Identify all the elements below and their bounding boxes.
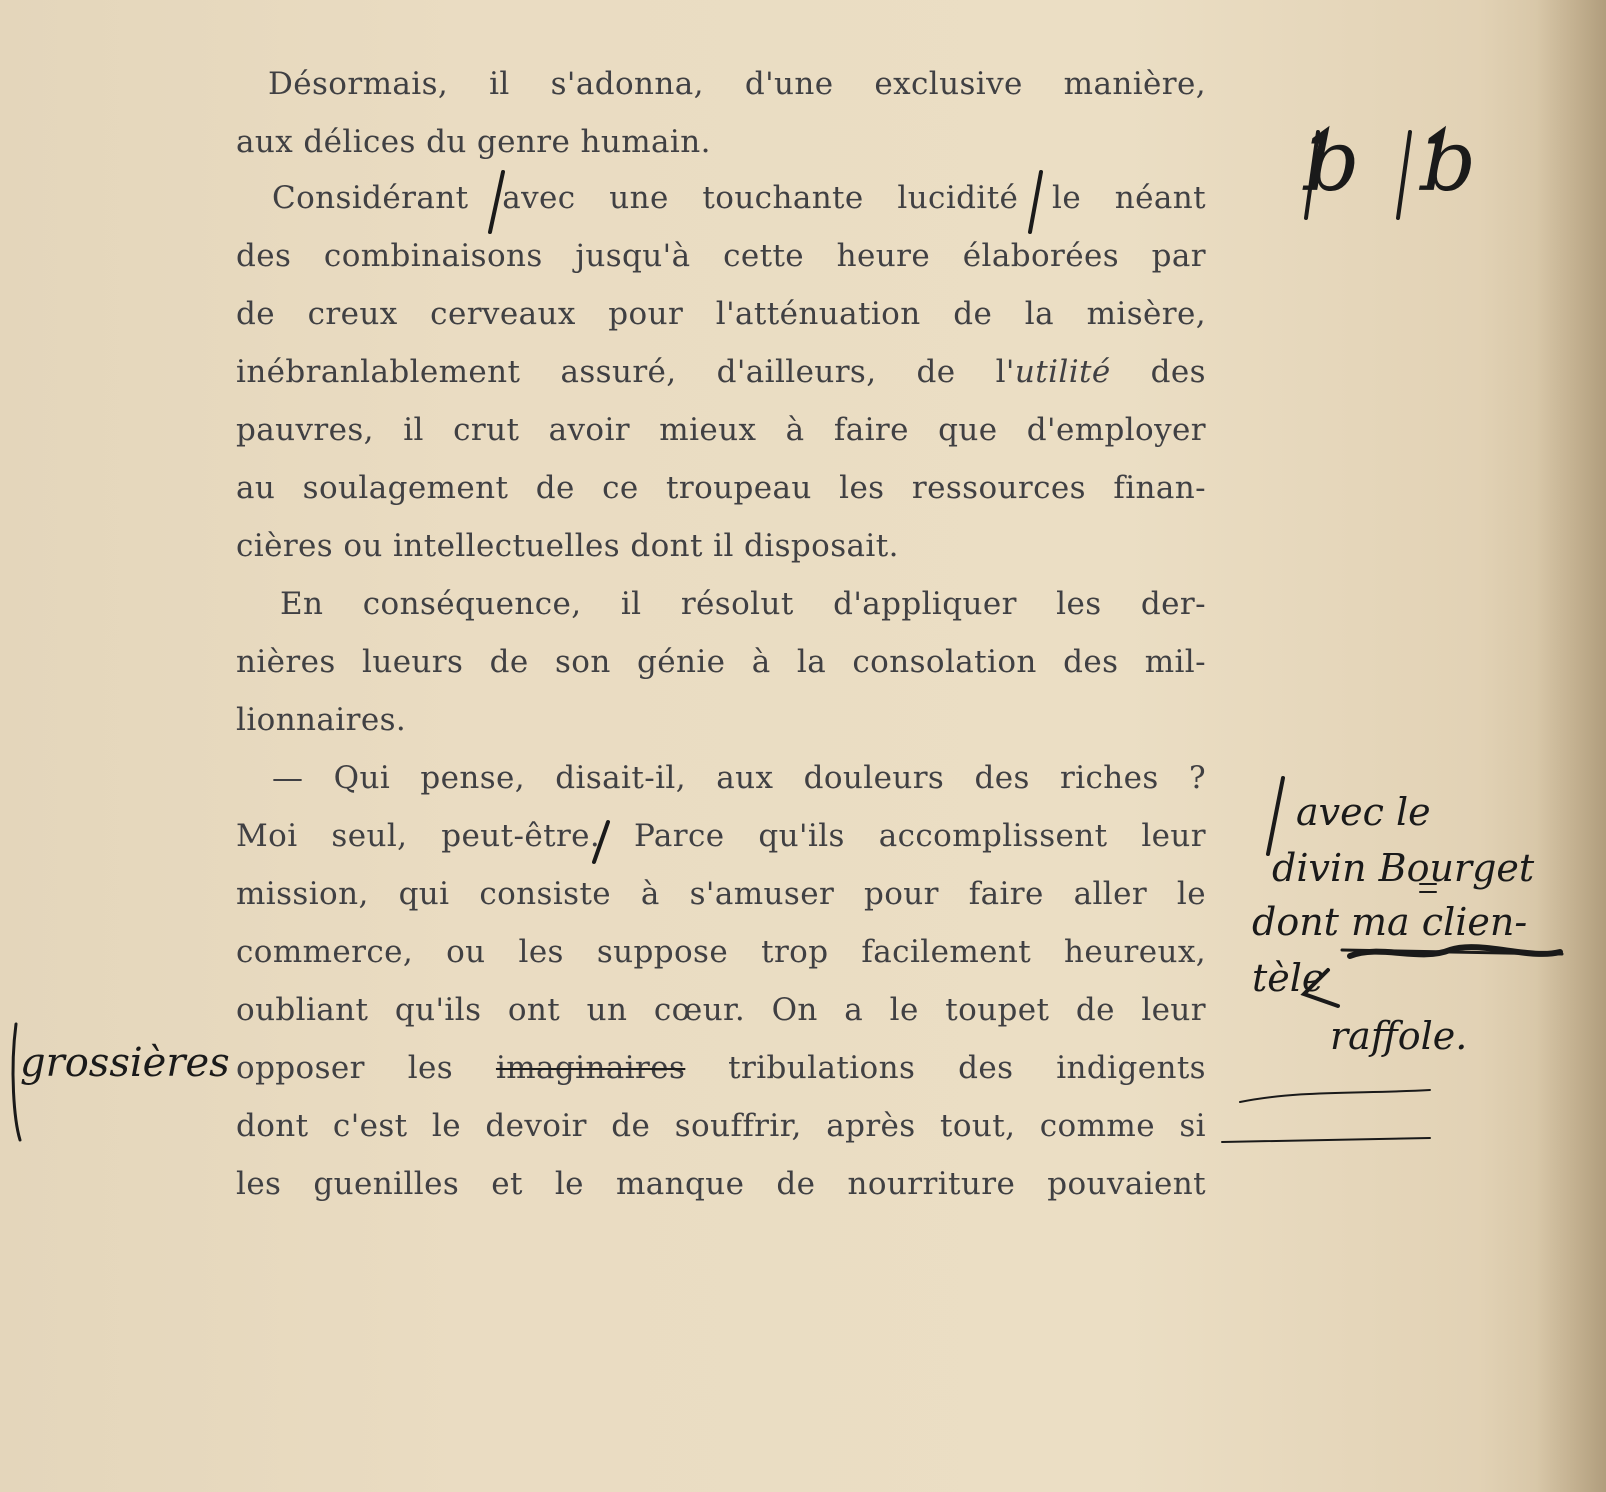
margin-slash [1306, 132, 1318, 218]
text-line: au soulagement de ce troupeau les ressources finan- [236, 470, 1206, 506]
text-line: En conséquence, il résolut d'appliquer les der- [280, 586, 1206, 622]
margin-note-line-2: divin Bourget [1272, 846, 1535, 890]
insertion-slash [490, 172, 503, 232]
text-line: Moi seul, peut-être. Parce qu'ils accomplissent leur [236, 818, 1206, 854]
accent-mark [1420, 884, 1436, 892]
text-line: cières ou intellectuelles dont il disposait. [236, 528, 899, 564]
text-segment: des [1110, 354, 1206, 390]
margin-note-line-1: avec le [1296, 790, 1431, 834]
text-segment: inébranlablement assuré, d'ailleurs, de l' [236, 354, 1015, 390]
margin-bracket [13, 1024, 20, 1140]
text-line: lionnaires. [236, 702, 407, 738]
margin-mark-top: ƅ ƅ [1306, 112, 1495, 210]
margin-note-line-4: tèle [1252, 956, 1325, 1000]
text-line: pauvres, il crut avoir mieux à faire que d'employer [236, 412, 1206, 448]
rule-line [1240, 1090, 1430, 1102]
text-line: nières lueurs de son génie à la consolation des mil- [236, 644, 1206, 680]
text-line: mission, qui consiste à s'amuser pour faire aller le [236, 876, 1206, 912]
italic-word: utilité [1014, 354, 1111, 390]
margin-slash [1268, 778, 1283, 854]
text-line: oubliant qu'ils ont un cœur. On a le toupet de leur [236, 992, 1206, 1028]
text-segment: opposer les [236, 1050, 496, 1086]
text-line: les guenilles et le manque de nourriture pouvaient [236, 1166, 1206, 1202]
rule-line [1222, 1138, 1430, 1142]
struck-word: imaginaires [495, 1050, 686, 1086]
text-line: de creux cerveaux pour l'atténuation de la misère, [236, 296, 1206, 332]
insertion-slash [594, 822, 608, 862]
text-line: Considérant avec une touchante lucidité le néant [272, 180, 1206, 216]
text-line: commerce, ou les suppose trop facilement heureux, [236, 934, 1206, 970]
margin-note-left: grossières [20, 1040, 230, 1086]
text-line: aux délices du genre humain. [236, 124, 711, 160]
margin-note-line-3: dont ma clien- [1252, 900, 1528, 944]
text-segment: tribulations des indigents [685, 1050, 1206, 1086]
margin-note-line-5: raffole. [1330, 1014, 1468, 1058]
margin-slash [1398, 132, 1410, 218]
text-line: — Qui pense, disait-il, aux douleurs des riches ? [272, 760, 1206, 796]
text-line: Désormais, il s'adonna, d'une exclusive manière, [268, 66, 1206, 102]
text-line: dont c'est le devoir de souffrir, après tout, comme si [236, 1108, 1206, 1144]
insertion-caret [1304, 970, 1338, 1006]
text-line: des combinaisons jusqu'à cette heure élaborées par [236, 238, 1206, 274]
insertion-slash [1030, 172, 1041, 232]
